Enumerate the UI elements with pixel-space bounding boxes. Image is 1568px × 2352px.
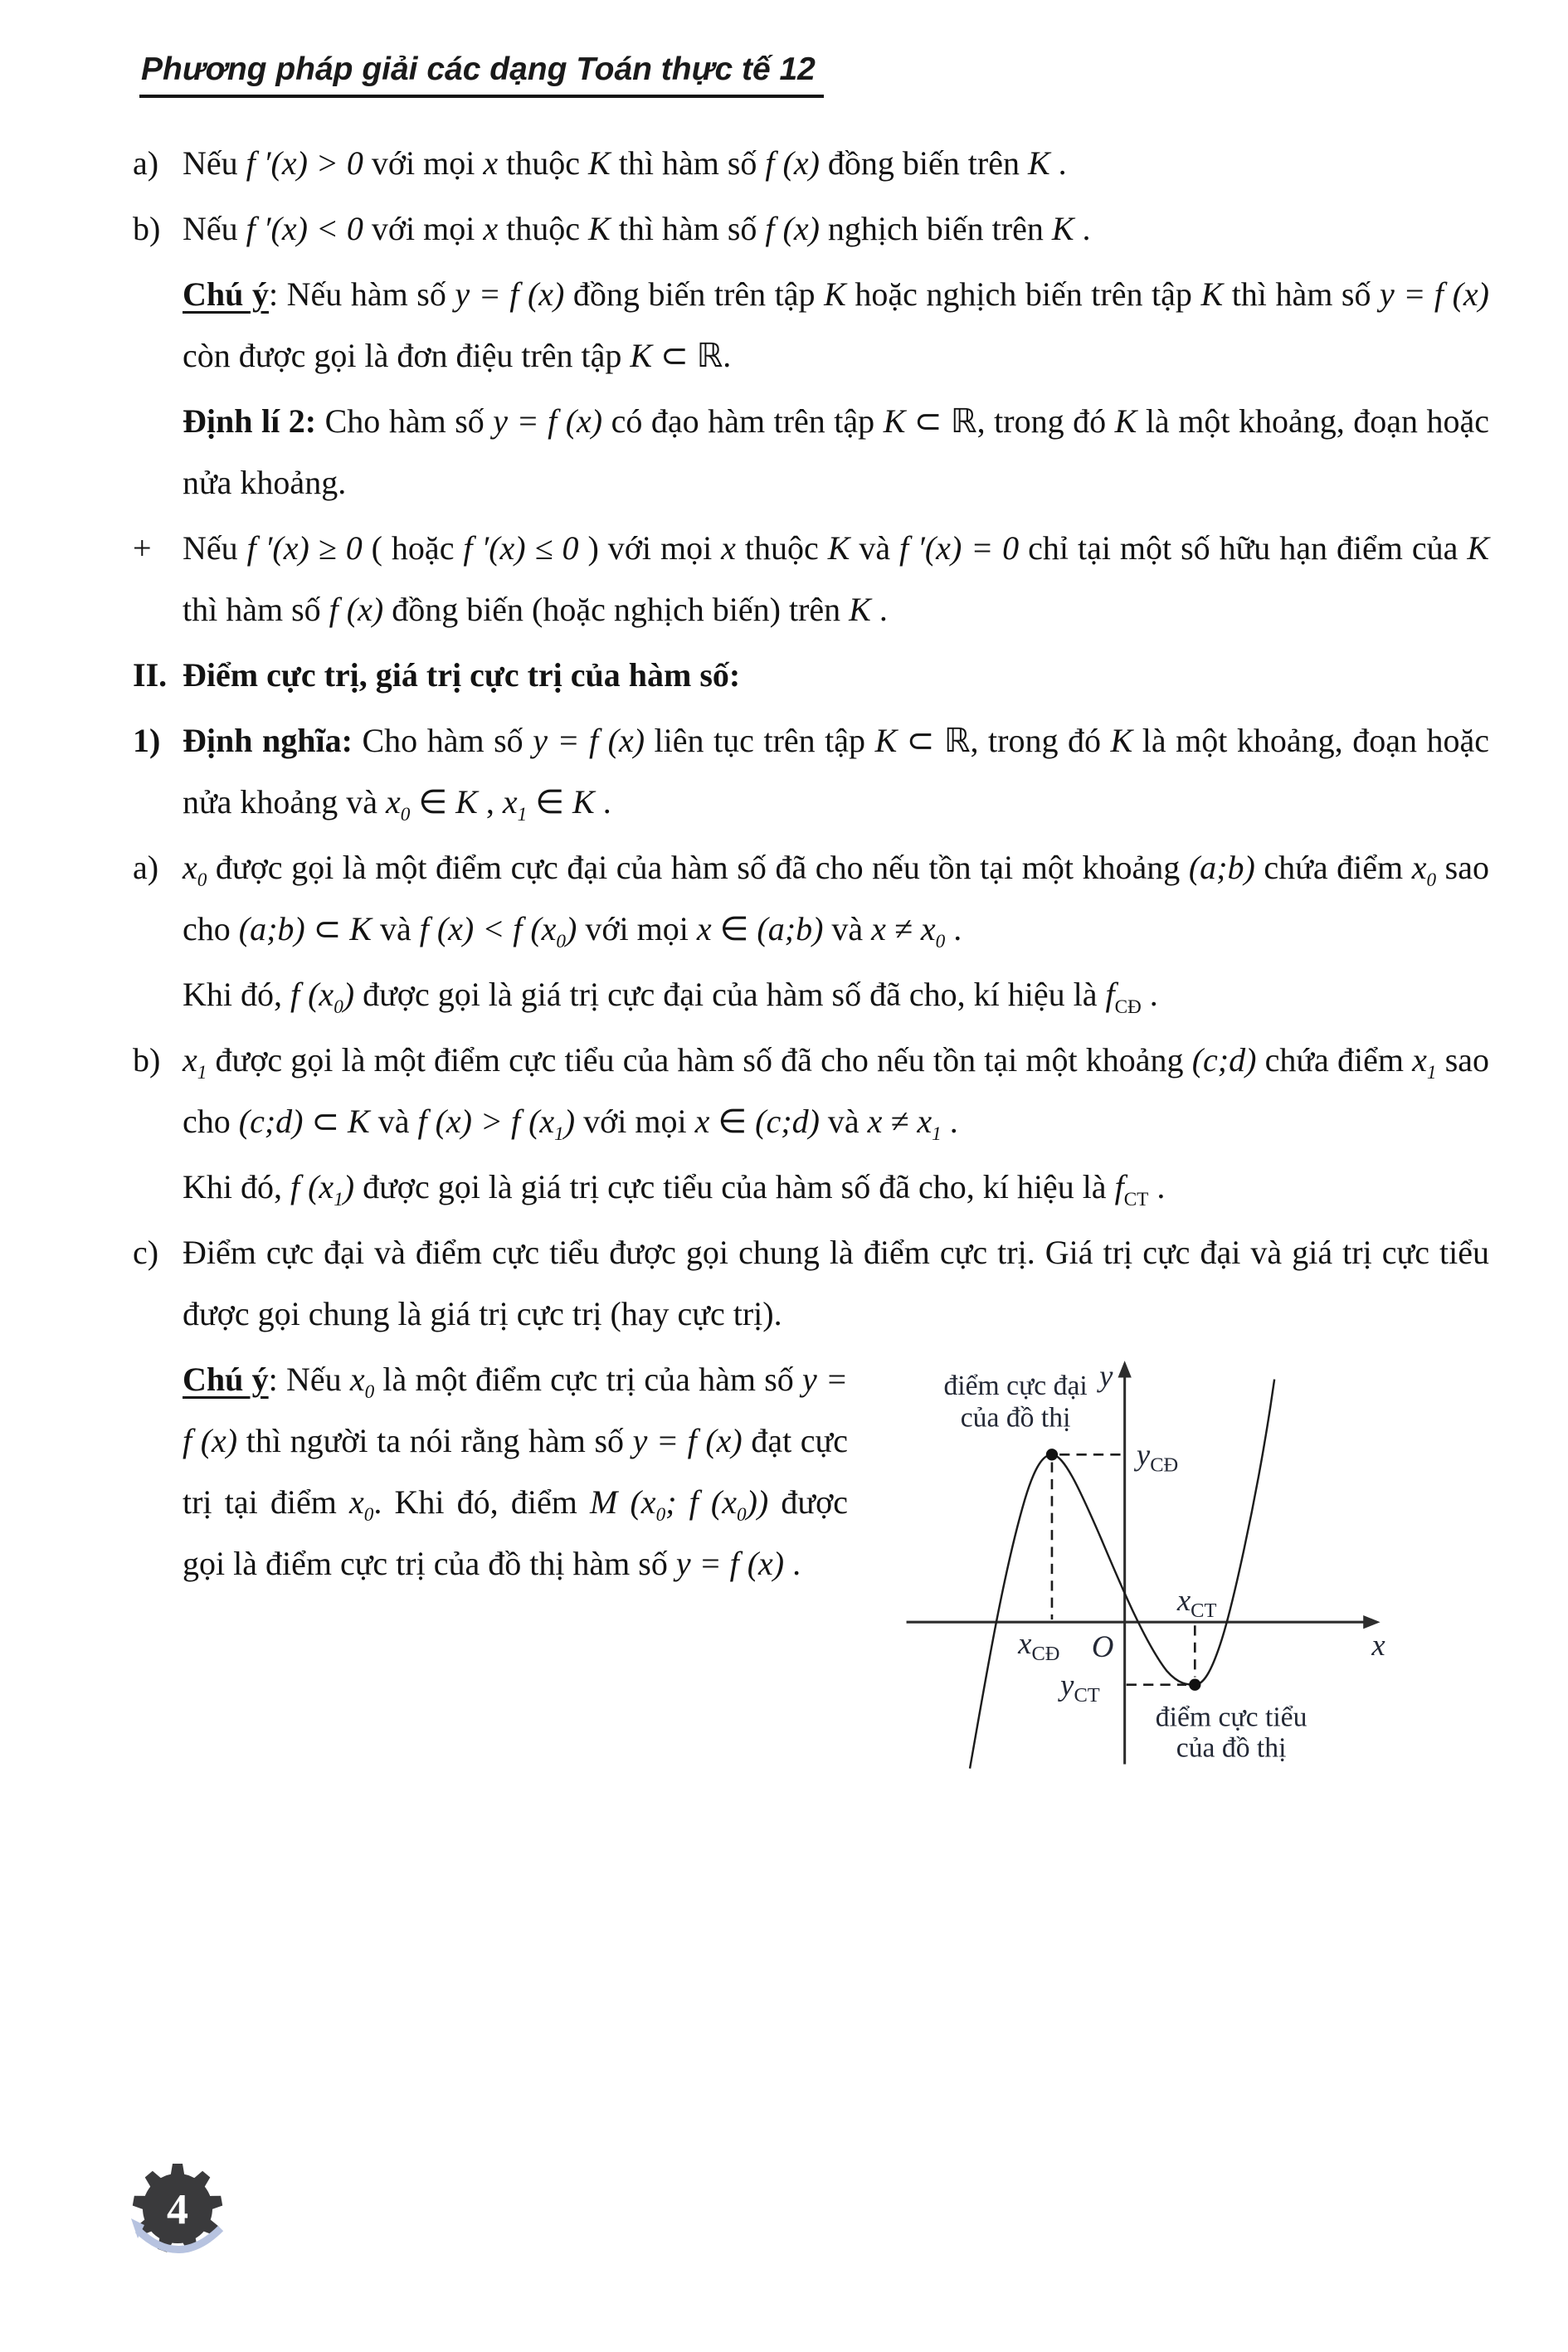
min-annotation-line1: điểm cực tiểu [1155,1702,1307,1733]
origin-label: O [1091,1629,1114,1664]
item-marker: a) [133,144,159,182]
xct-label: $x_{CT}$ [1176,1582,1217,1623]
maximum-point [1046,1449,1058,1460]
max-annotation-line2: của đồ thị [960,1402,1071,1434]
item-marker: b) [133,1041,161,1079]
section-heading [133,645,1489,706]
item-marker: c) [133,1234,159,1271]
yct-label: $y_{CT}$ [1060,1667,1100,1707]
item-marker: 1) [133,722,161,759]
max-annotation-line1: điểm cực đại [943,1370,1088,1401]
item-text: Khi đó, f $(x_0)$ được gọi là giá trị cực đại của hàm số đã cho, kí hiệu là $f_{CĐ}$ . [183,976,1158,1018]
section-number: II. [133,656,168,694]
item-marker [133,964,183,1025]
item-text: Khi đó, f $(x_1)$ được gọi là giá trị cực tiểu của hàm số đã cho, kí hiệu là $f_{CT}$ . [183,1168,1166,1210]
item-marker [133,391,183,514]
extrema-graph [883,1356,1526,1775]
note-column [133,1349,848,1599]
y-axis-label: y [1099,1358,1113,1393]
xcd-label: $x_{CĐ}$ [1018,1625,1060,1666]
item-text: Định nghĩa: Cho hàm số y = f (x) liên tục trên tập K ⊂ ℝ, trong đó K là một khoảng, đoạn hoặc nửa khoảng và $x_0$ ∈ K , $x_1$ ∈ K . [183,722,1489,825]
item-marker: + [133,529,152,567]
remark-paragraph [133,1157,1489,1218]
remark-paragraph [133,964,1489,1025]
item-text: Nếu f ′(x) ≥ 0 ( hoặc f ′(x) ≤ 0 ) với mọi x thuộc K và f ′(x) = 0 chỉ tại một số hữu hạn điểm của K thì hàm số f (x) đồng biến (hoặc nghịch biến) trên K . [183,529,1490,628]
list-item-a [133,133,1489,194]
item-marker: a) [133,849,159,886]
item-text: Điểm cực đại và điểm cực tiểu được gọi chung là điểm cực trị. Giá trị cực đại và giá trị cực tiểu được gọi chung là giá trị cực trị (hay cực trị). [183,1234,1489,1332]
bottom-section [133,1349,1489,1775]
item-marker [133,1349,183,1595]
list-item-b2 [133,1030,1489,1152]
list-item-b [133,198,1489,260]
x-axis-arrow-icon [1363,1615,1380,1629]
item-text: Chú ý: Nếu $x_0$ là một điểm cực trị của hàm số y = f (x) thì người ta nói rằng hàm số y = f (x) đạt cực trị tại điểm $x_0$. Khi đó, điểm M ($x_0$; f $(x_0)$) được gọi là điểm cực trị của đồ thị hàm số y = f (x) . [183,1361,848,1582]
item-text: $x_1$ được gọi là một điểm cực tiểu của hàm số đã cho nếu tồn tại một khoảng (c;d) chứa điểm $x_1$ sao cho (c;d) ⊂ K và f (x) > f $(x_1)$ với mọi x ∈ (c;d) và $x \ne x_1$ . [183,1041,1490,1145]
definition-paragraph [133,710,1489,833]
note-paragraph-bottom [133,1349,848,1595]
page-number: 4 [167,2186,188,2233]
item-text: Nếu f ′(x) < 0 với mọi x thuộc K thì hàm số f (x) nghịch biến trên K . [183,210,1091,247]
x-axis-label: x [1371,1627,1385,1662]
page-content [133,133,1489,1775]
item-marker: b) [133,210,161,247]
list-item-a2 [133,837,1489,960]
item-text: Chú ý: Nếu hàm số y = f (x) đồng biến trên tập K hoặc nghịch biến trên tập K thì hàm số y = f (x) còn được gọi là đơn điệu trên tập K ⊂ ℝ. [183,275,1489,374]
item-text: Nếu f ′(x) > 0 với mọi x thuộc K thì hàm số f (x) đồng biến trên K . [183,144,1067,182]
section-title: Điểm cực trị, giá trị cực trị của hàm số: [183,656,741,694]
ycd-label: $y_{CĐ}$ [1136,1437,1179,1477]
item-text: Định lí 2: Cho hàm số y = f (x) có đạo hàm trên tập K ⊂ ℝ, trong đó K là một khoảng, đoạn hoặc nửa khoảng. [183,402,1490,501]
y-axis-arrow-icon [1118,1361,1131,1377]
page-header-title: Phương pháp giải các dạng Toán thực tế 12 [139,51,824,98]
note-paragraph [133,264,1489,387]
bullet-paragraph [133,518,1489,640]
item-text: $x_0$ được gọi là một điểm cực đại của hàm số đã cho nếu tồn tại một khoảng (a;b) chứa điểm $x_0$ sao cho (a;b) ⊂ K và f (x) < f $(x_0)$ với mọi x ∈ (a;b) và $x \ne x_0$ . [183,849,1489,952]
list-item-c [133,1222,1489,1345]
item-marker [133,264,183,387]
theorem-2-paragraph [133,391,1489,514]
min-annotation-line2: của đồ thị [1176,1732,1287,1764]
figure-column [848,1349,1526,1775]
page-number-badge [113,2160,242,2293]
item-marker [133,1157,183,1218]
minimum-point [1189,1679,1200,1691]
